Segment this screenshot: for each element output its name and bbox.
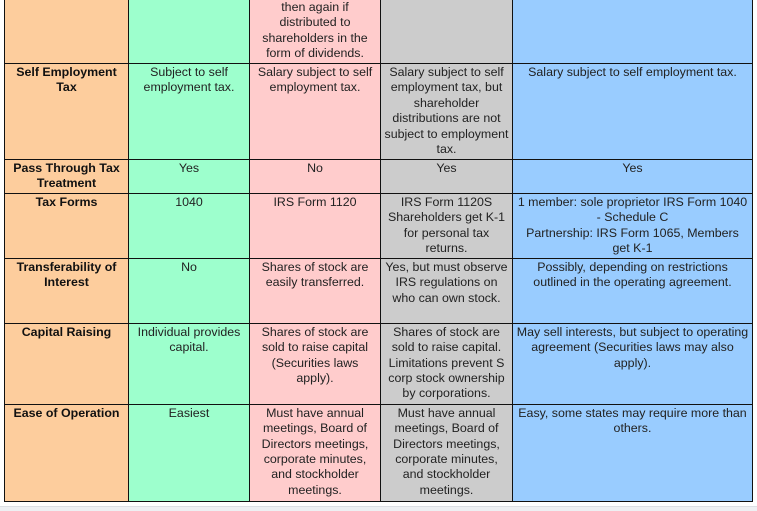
llc-cell: Yes <box>513 160 753 194</box>
llc-cell: May sell interests, but subject to operating agreement (Securities laws may also apply). <box>513 323 753 404</box>
table-row-self-employment-tax <box>5 64 753 160</box>
sole-proprietorship-cell: No <box>129 258 250 323</box>
s-corporation-cell: IRS Form 1120S Shareholders get K-1 for personal tax returns. <box>381 193 513 258</box>
llc-cell <box>513 193 753 258</box>
row-label: Transferability of Interest <box>5 258 129 323</box>
row-label: Tax Forms <box>5 193 129 258</box>
table-row-capital-raising <box>5 323 753 404</box>
row-label: Capital Raising <box>5 323 129 404</box>
business-entity-comparison-table <box>4 0 753 502</box>
s-corporation-cell: Must have annual meetings, Board of Directors meetings, corporate minutes, and stockholder meetings. <box>381 404 513 501</box>
s-corp-transfer-text: Yes, but must observe <box>385 259 508 274</box>
sole-proprietorship-cell: Easiest <box>129 404 250 501</box>
sole-proprietorship-cell: Yes <box>129 160 250 194</box>
sole-proprietorship-cell: Individual provides capital. <box>129 323 250 404</box>
page-bottom-strip <box>0 506 757 511</box>
row-label: Pass Through Tax Treatment <box>5 160 129 194</box>
table-row-tax-forms <box>5 193 753 258</box>
row-label <box>5 0 129 64</box>
s-corporation-cell: Shares of stock are sold to raise capital. Limitations prevent S corp stock ownership by corporations. <box>381 323 513 404</box>
s-corporation-cell: Yes <box>381 160 513 194</box>
llc-cell: Possibly, depending on restrictions outlined in the operating agreement. <box>513 258 753 323</box>
table-row-ease-of-operation <box>5 404 753 501</box>
llc-partnership-text: Partnership: IRS Form 1065, Members get K-1 <box>526 225 739 256</box>
llc-cell: Easy, some states may require more than others. <box>513 404 753 501</box>
llc-single-member-text: 1 member: sole proprietor IRS Form 1040 - Schedule C <box>517 194 748 225</box>
row-label: Self Employment Tax <box>5 64 129 160</box>
llc-cell: Salary subject to self employment tax. <box>513 64 753 160</box>
c-corporation-cell: IRS Form 1120 <box>250 193 381 258</box>
s-corporation-cell: Salary subject to self employment tax, but shareholder distributions are not subject to employment tax. <box>381 64 513 160</box>
c-corporation-cell: then again if distributed to shareholders in the form of dividends. <box>250 0 381 64</box>
s-corporation-cell <box>381 258 513 323</box>
c-corporation-cell: Must have annual meetings, Board of Directors meetings, corporate minutes, and stockholder meetings. <box>250 404 381 501</box>
row-label: Ease of Operation <box>5 404 129 501</box>
c-corporation-cell: No <box>250 160 381 194</box>
table-row-transferability <box>5 258 753 323</box>
sole-proprietorship-cell: Subject to self employment tax. <box>129 64 250 160</box>
s-corp-irs-text: IRS regulations on who can own stock. <box>392 275 501 305</box>
c-corporation-cell: Shares of stock are easily transferred. <box>250 258 381 323</box>
table-row-pass-through-tax <box>5 160 753 194</box>
c-corporation-cell: Salary subject to self employment tax. <box>250 64 381 160</box>
s-corporation-cell <box>381 0 513 64</box>
table-row-continued <box>5 0 753 64</box>
sole-proprietorship-cell: 1040 <box>129 193 250 258</box>
c-corporation-cell: Shares of stock are sold to raise capital (Securities laws apply). <box>250 323 381 404</box>
llc-cell <box>513 0 753 64</box>
sole-proprietorship-cell <box>129 0 250 64</box>
